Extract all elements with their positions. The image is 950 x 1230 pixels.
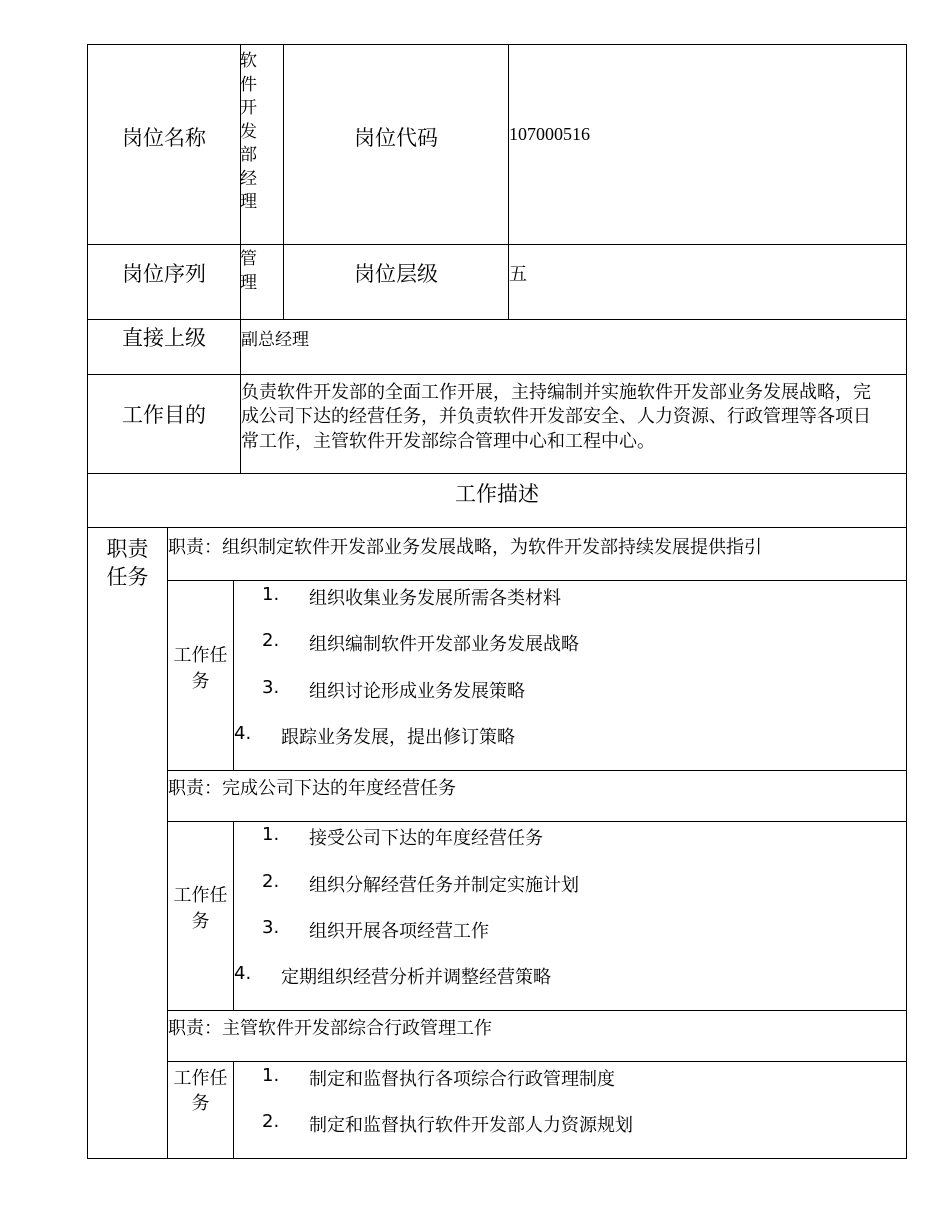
- duty-title: 职责：组织制定软件开发部业务发展战略，为软件开发部持续发展提供指引: [168, 537, 762, 558]
- position-level-value: 五: [509, 264, 527, 285]
- position-series-value: 管理: [240, 249, 257, 293]
- task-text: 制定和监督执行各项综合行政管理制度: [309, 1069, 615, 1090]
- task-label-line1: 工作任: [173, 645, 228, 666]
- purpose-line: 成公司下达的经营任务，并负责软件开发部安全、人力资源、行政管理等各项日: [241, 406, 871, 427]
- position-code-label: 岗位代码: [354, 126, 438, 150]
- task-text: 组织编制软件开发部业务发展战略: [309, 634, 579, 655]
- task-text: 组织讨论形成业务发展策略: [309, 681, 525, 702]
- task-number: 3.: [262, 917, 280, 938]
- duty-title: 职责：完成公司下达的年度经营任务: [168, 778, 456, 799]
- position-code-value: 107000516: [509, 124, 590, 144]
- task-number: 1.: [262, 584, 280, 605]
- task-label-line1: 工作任: [173, 1068, 228, 1089]
- task-text: 组织收集业务发展所需各类材料: [309, 588, 561, 609]
- task-text: 组织分解经营任务并制定实施计划: [309, 875, 579, 896]
- task-number: 4.: [234, 723, 252, 744]
- purpose-line: 常工作，主管软件开发部综合管理中心和工程中心。: [241, 431, 655, 452]
- task-number: 3.: [262, 677, 280, 698]
- task-number: 2.: [262, 630, 280, 651]
- task-text: 组织开展各项经营工作: [309, 921, 489, 942]
- duty-title: 职责：主管软件开发部综合行政管理工作: [168, 1018, 492, 1039]
- purpose-label: 工作目的: [122, 403, 206, 427]
- task-text: 制定和监督执行软件开发部人力资源规划: [309, 1115, 633, 1136]
- task-text: 定期组织经营分析并调整经营策略: [281, 967, 551, 988]
- task-number: 1.: [262, 824, 280, 845]
- task-text: 接受公司下达的年度经营任务: [309, 828, 543, 849]
- position-level-label: 岗位层级: [354, 262, 438, 286]
- position-name-value: 软件开发部经理: [240, 51, 257, 212]
- supervisor-label: 直接上级: [122, 326, 206, 350]
- task-number: 2.: [262, 871, 280, 892]
- task-label-line2: 务: [191, 1093, 210, 1114]
- position-name-label: 岗位名称: [122, 126, 206, 150]
- position-series-label: 岗位序列: [122, 262, 206, 286]
- work-description-title: 工作描述: [455, 482, 539, 506]
- duties-label-line2: 任务: [106, 565, 149, 589]
- task-label-line1: 工作任: [173, 885, 228, 906]
- purpose-line: 负责软件开发部的全面工作开展，主持编制并实施软件开发部业务发展战略，完: [241, 382, 871, 403]
- supervisor-value: 副总经理: [241, 330, 309, 350]
- task-number: 1.: [262, 1065, 280, 1086]
- duties-label-line1: 职责: [106, 537, 149, 561]
- task-number: 2.: [262, 1111, 280, 1132]
- task-number: 4.: [234, 963, 252, 984]
- task-label-line2: 务: [191, 671, 210, 692]
- task-label-line2: 务: [191, 911, 210, 932]
- task-text: 跟踪业务发展，提出修订策略: [281, 727, 515, 748]
